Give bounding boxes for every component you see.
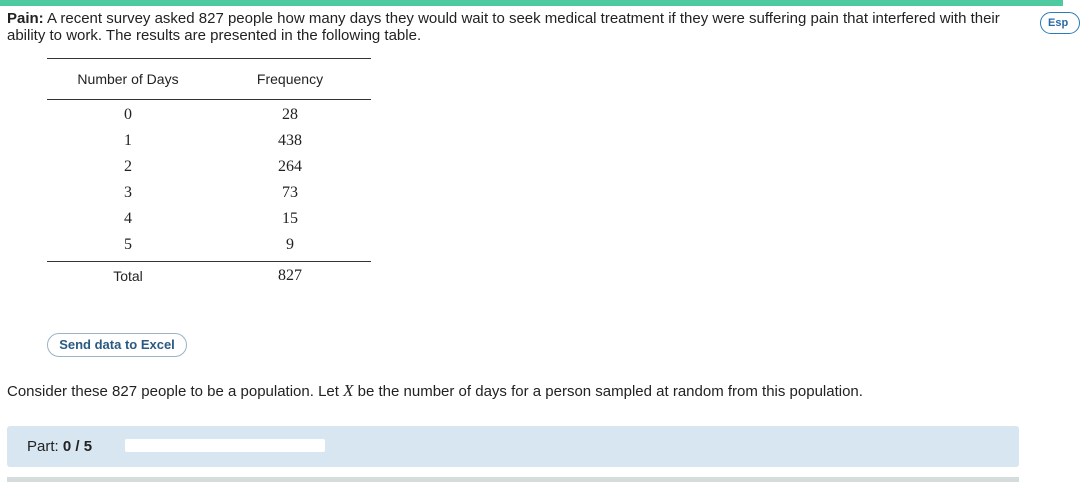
cell-days: 3: [124, 184, 132, 201]
table-total-row: [47, 262, 371, 290]
cell-days: 2: [124, 158, 132, 175]
total-value: 827: [209, 262, 371, 290]
instruction-before: Consider these 827 people to be a population. Let: [7, 383, 344, 400]
part-label-text: Part:: [27, 438, 59, 455]
table-row: [47, 180, 371, 206]
cell-frequency: 438: [278, 132, 302, 149]
total-label: Total: [47, 262, 209, 290]
column-header-days: Number of Days: [47, 59, 209, 100]
table-row: [47, 154, 371, 180]
cell-frequency: 73: [282, 184, 298, 201]
cell-frequency: 9: [286, 236, 294, 253]
instruction-text: [7, 381, 1037, 401]
table-header-row: [47, 59, 371, 100]
top-accent-bar: [0, 0, 1063, 6]
column-header-frequency: Frequency: [209, 59, 371, 100]
table-row: [47, 232, 371, 262]
problem-statement: [7, 10, 1017, 44]
problem-lead: Pain:: [7, 10, 44, 27]
cell-days: 5: [124, 236, 132, 253]
part-progress-panel: [7, 426, 1019, 467]
cell-days: 4: [124, 210, 132, 227]
table-row: [47, 206, 371, 232]
instruction-after: be the number of days for a person sampled at random from this population.: [353, 383, 863, 400]
language-toggle-button[interactable]: Esp: [1040, 12, 1080, 34]
cell-days: 1: [124, 132, 132, 149]
frequency-table: [47, 58, 371, 289]
part-progress-bar: [125, 439, 325, 452]
cell-frequency: 28: [282, 106, 298, 123]
random-variable: X: [343, 381, 354, 400]
part-count: 0 / 5: [62, 438, 93, 455]
send-to-excel-button[interactable]: Send data to Excel: [47, 333, 187, 357]
part-label: [27, 438, 92, 455]
table-row: [47, 100, 371, 129]
cell-days: 0: [124, 106, 132, 123]
cell-frequency: 264: [278, 158, 302, 175]
problem-body: A recent survey asked 827 people how many days they would wait to seek medical treatment if they were suffering pain that interfered with their ability to work. The results are presented in the following table.: [7, 10, 1000, 44]
cell-frequency: 15: [282, 210, 298, 227]
next-panel-edge: [7, 477, 1019, 482]
table-row: [47, 128, 371, 154]
